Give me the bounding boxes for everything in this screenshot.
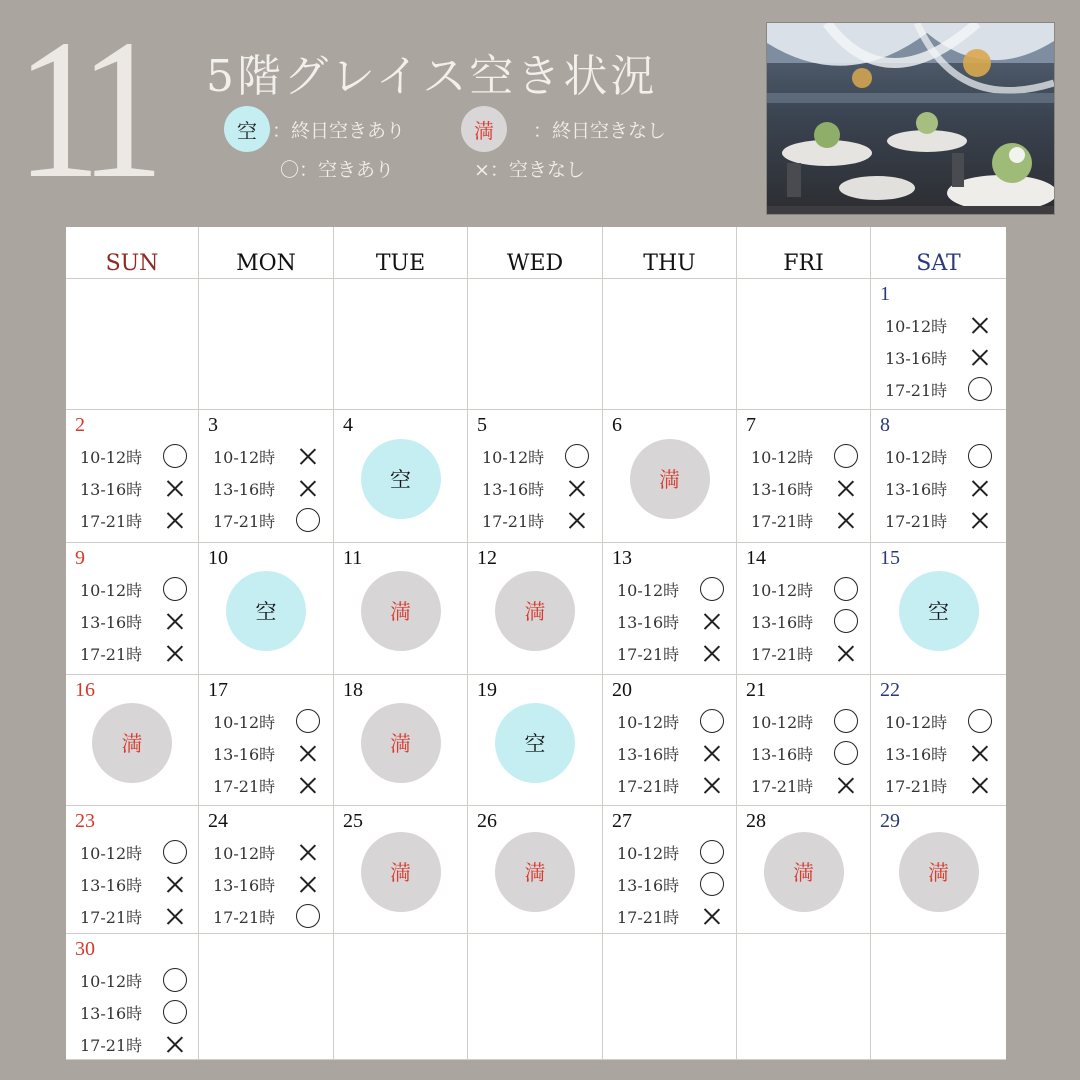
time-slot	[80, 996, 190, 1028]
time-slot	[80, 1028, 190, 1060]
available-circle-icon	[295, 507, 321, 533]
unavailable-cross-icon	[967, 312, 993, 338]
day-cell	[199, 675, 334, 806]
closed-legend-text: ×：空きなし	[474, 159, 585, 181]
unavailable-cross-icon	[564, 507, 590, 533]
day-number: 27	[612, 810, 632, 832]
time-slot-label: 17-21時	[80, 907, 143, 927]
empty-day-cell	[334, 934, 468, 1060]
empty-day-cell	[737, 934, 871, 1060]
day-cell	[737, 543, 871, 675]
time-slot-label: 10-12時	[617, 843, 680, 863]
day-number: 11	[343, 547, 363, 569]
time-slot-label: 17-21時	[885, 776, 948, 796]
day-number: 6	[612, 414, 622, 436]
time-slot	[80, 504, 190, 536]
unavailable-cross-icon	[295, 443, 321, 469]
time-slot	[885, 769, 995, 801]
time-slot	[213, 836, 323, 868]
time-slot	[885, 705, 995, 737]
time-slot-label: 10-12時	[80, 843, 143, 863]
time-slot-label: 17-21時	[80, 511, 143, 531]
time-slot-list	[213, 440, 323, 536]
time-slot-list	[885, 705, 995, 801]
time-slot-label: 17-21時	[80, 1035, 143, 1055]
unavailable-cross-icon	[967, 740, 993, 766]
time-slot-list	[482, 440, 592, 536]
time-slot	[80, 868, 190, 900]
available-circle-icon	[162, 576, 188, 602]
empty-day-cell	[603, 934, 737, 1060]
time-slot	[617, 573, 727, 605]
unavailable-cross-icon	[699, 640, 725, 666]
free-legend-badge: 空	[224, 106, 270, 152]
time-slot	[885, 373, 995, 405]
time-slot	[213, 472, 323, 504]
time-slot-label: 13-16時	[751, 744, 814, 764]
available-circle-icon	[967, 376, 993, 402]
day-number: 5	[477, 414, 487, 436]
time-slot-label: 17-21時	[80, 644, 143, 664]
day-cell	[468, 543, 603, 675]
time-slot	[213, 737, 323, 769]
time-slot	[751, 440, 861, 472]
day-number: 1	[880, 283, 890, 305]
unavailable-cross-icon	[162, 871, 188, 897]
time-slot-list	[213, 836, 323, 932]
time-slot-list	[751, 705, 861, 801]
time-slot-label: 17-21時	[213, 776, 276, 796]
time-slot-label: 17-21時	[482, 511, 545, 531]
time-slot-label: 17-21時	[751, 644, 814, 664]
day-cell	[871, 675, 1006, 806]
time-slot	[751, 737, 861, 769]
day-cell	[871, 410, 1006, 543]
time-slot	[617, 705, 727, 737]
time-slot-list	[885, 440, 995, 536]
day-number: 9	[75, 547, 85, 569]
time-slot	[885, 504, 995, 536]
weekday-header-sat: SAT	[871, 227, 1006, 279]
banquet-hall-image	[767, 23, 1054, 214]
time-slot	[885, 472, 995, 504]
time-slot-label: 13-16時	[617, 744, 680, 764]
day-number: 3	[208, 414, 218, 436]
unavailable-cross-icon	[162, 507, 188, 533]
time-slot	[482, 440, 592, 472]
open-legend-text: 〇：空きあり	[280, 159, 395, 181]
time-slot-label: 10-12時	[751, 580, 814, 600]
available-circle-icon	[967, 708, 993, 734]
empty-day-cell	[66, 279, 199, 410]
time-slot-label: 17-21時	[751, 511, 814, 531]
time-slot-label: 13-16時	[80, 1003, 143, 1023]
time-slot-label: 13-16時	[80, 479, 143, 499]
all-day-full-badge: 満	[899, 832, 979, 912]
time-slot-label: 17-21時	[885, 380, 948, 400]
time-slot	[80, 964, 190, 996]
time-slot	[213, 705, 323, 737]
time-slot	[617, 737, 727, 769]
time-slot-label: 13-16時	[80, 612, 143, 632]
full-legend-badge: 満	[461, 106, 507, 152]
day-number: 26	[477, 810, 497, 832]
day-cell	[737, 806, 871, 934]
weekday-header-wed: WED	[468, 227, 603, 279]
unavailable-cross-icon	[967, 772, 993, 798]
time-slot-label: 13-16時	[213, 479, 276, 499]
all-day-full-badge: 満	[92, 703, 172, 783]
time-slot	[213, 504, 323, 536]
day-cell	[468, 675, 603, 806]
time-slot-list	[617, 573, 727, 669]
day-cell	[334, 543, 468, 675]
time-slot-label: 10-12時	[80, 580, 143, 600]
day-cell	[468, 806, 603, 934]
day-number: 13	[612, 547, 632, 569]
day-cell	[334, 410, 468, 543]
unavailable-cross-icon	[564, 475, 590, 501]
time-slot-label: 17-21時	[885, 511, 948, 531]
time-slot-list	[80, 964, 190, 1060]
day-cell	[334, 806, 468, 934]
time-slot	[80, 605, 190, 637]
time-slot	[617, 868, 727, 900]
time-slot-label: 17-21時	[617, 644, 680, 664]
day-cell	[199, 543, 334, 675]
day-cell	[66, 934, 199, 1060]
available-circle-icon	[162, 999, 188, 1025]
empty-day-cell	[468, 934, 603, 1060]
day-number: 29	[880, 810, 900, 832]
time-slot	[213, 440, 323, 472]
day-number: 21	[746, 679, 766, 701]
time-slot-label: 10-12時	[80, 971, 143, 991]
time-slot	[80, 440, 190, 472]
time-slot-label: 10-12時	[80, 447, 143, 467]
day-number: 2	[75, 414, 85, 436]
day-cell	[603, 675, 737, 806]
day-number: 8	[880, 414, 890, 436]
day-number: 25	[343, 810, 363, 832]
all-day-full-badge: 満	[495, 571, 575, 651]
unavailable-cross-icon	[833, 475, 859, 501]
unavailable-cross-icon	[162, 608, 188, 634]
all-day-free-badge: 空	[495, 703, 575, 783]
time-slot	[80, 836, 190, 868]
unavailable-cross-icon	[699, 772, 725, 798]
time-slot	[617, 900, 727, 932]
weekday-header-sun: SUN	[66, 227, 199, 279]
calendar-grid	[66, 227, 1006, 1060]
day-cell	[871, 543, 1006, 675]
time-slot	[751, 705, 861, 737]
time-slot	[482, 472, 592, 504]
time-slot-label: 13-16時	[617, 875, 680, 895]
time-slot-label: 10-12時	[751, 447, 814, 467]
time-slot	[617, 769, 727, 801]
time-slot	[885, 737, 995, 769]
available-circle-icon	[833, 740, 859, 766]
time-slot-label: 17-21時	[213, 907, 276, 927]
day-number: 15	[880, 547, 900, 569]
available-circle-icon	[699, 871, 725, 897]
available-circle-icon	[699, 576, 725, 602]
unavailable-cross-icon	[295, 772, 321, 798]
day-cell	[66, 675, 199, 806]
time-slot	[751, 769, 861, 801]
day-cell	[737, 410, 871, 543]
day-number: 16	[75, 679, 95, 701]
time-slot	[617, 836, 727, 868]
time-slot-label: 10-12時	[213, 712, 276, 732]
available-circle-icon	[833, 576, 859, 602]
unavailable-cross-icon	[699, 608, 725, 634]
month-number: 11	[16, 0, 150, 220]
day-number: 4	[343, 414, 353, 436]
time-slot-label: 13-16時	[213, 744, 276, 764]
day-cell	[603, 806, 737, 934]
page-title: 5階グレイス空き状況	[206, 51, 658, 102]
all-day-full-badge: 満	[764, 832, 844, 912]
unavailable-cross-icon	[833, 772, 859, 798]
empty-day-cell	[603, 279, 737, 410]
unavailable-cross-icon	[162, 475, 188, 501]
time-slot-list	[751, 573, 861, 669]
time-slot-label: 17-21時	[617, 907, 680, 927]
time-slot	[482, 504, 592, 536]
time-slot-list	[751, 440, 861, 536]
banquet-hall-photo	[766, 22, 1055, 215]
time-slot-list	[885, 309, 995, 405]
available-circle-icon	[162, 967, 188, 993]
day-cell	[468, 410, 603, 543]
time-slot	[751, 637, 861, 669]
time-slot-label: 13-16時	[751, 612, 814, 632]
unavailable-cross-icon	[162, 1031, 188, 1057]
time-slot-label: 10-12時	[213, 843, 276, 863]
time-slot-label: 17-21時	[751, 776, 814, 796]
time-slot-label: 13-16時	[885, 348, 948, 368]
available-circle-icon	[162, 443, 188, 469]
time-slot	[751, 472, 861, 504]
day-number: 14	[746, 547, 766, 569]
time-slot-label: 10-12時	[885, 447, 948, 467]
time-slot-list	[80, 836, 190, 932]
day-cell	[334, 675, 468, 806]
time-slot-label: 13-16時	[213, 875, 276, 895]
time-slot	[213, 868, 323, 900]
time-slot	[617, 605, 727, 637]
day-number: 22	[880, 679, 900, 701]
time-slot	[80, 573, 190, 605]
day-cell	[603, 410, 737, 543]
time-slot	[751, 605, 861, 637]
day-number: 7	[746, 414, 756, 436]
available-circle-icon	[699, 839, 725, 865]
unavailable-cross-icon	[295, 740, 321, 766]
unavailable-cross-icon	[967, 475, 993, 501]
time-slot-label: 10-12時	[617, 580, 680, 600]
time-slot-label: 13-16時	[482, 479, 545, 499]
unavailable-cross-icon	[295, 475, 321, 501]
time-slot	[80, 900, 190, 932]
time-slot-label: 10-12時	[213, 447, 276, 467]
day-cell	[871, 806, 1006, 934]
time-slot-label: 17-21時	[617, 776, 680, 796]
available-circle-icon	[564, 443, 590, 469]
available-circle-icon	[967, 443, 993, 469]
available-circle-icon	[699, 708, 725, 734]
day-number: 19	[477, 679, 497, 701]
weekday-header-mon: MON	[199, 227, 334, 279]
time-slot-list	[213, 705, 323, 801]
time-slot-label: 13-16時	[885, 744, 948, 764]
time-slot	[617, 637, 727, 669]
weekday-header-thu: THU	[603, 227, 737, 279]
free-legend-text: ：終日空きあり	[272, 120, 406, 142]
day-cell	[66, 806, 199, 934]
time-slot-list	[617, 705, 727, 801]
weekday-header-fri: FRI	[737, 227, 871, 279]
empty-day-cell	[468, 279, 603, 410]
time-slot-label: 10-12時	[885, 712, 948, 732]
all-day-full-badge: 満	[361, 832, 441, 912]
time-slot-label: 10-12時	[751, 712, 814, 732]
time-slot	[213, 900, 323, 932]
empty-day-cell	[334, 279, 468, 410]
time-slot-label: 13-16時	[885, 479, 948, 499]
all-day-full-badge: 満	[630, 439, 710, 519]
time-slot-label: 17-21時	[213, 511, 276, 531]
unavailable-cross-icon	[699, 740, 725, 766]
time-slot	[751, 504, 861, 536]
unavailable-cross-icon	[162, 640, 188, 666]
time-slot-label: 13-16時	[617, 612, 680, 632]
day-number: 23	[75, 810, 95, 832]
available-circle-icon	[833, 608, 859, 634]
day-cell	[603, 543, 737, 675]
time-slot	[80, 637, 190, 669]
day-number: 18	[343, 679, 363, 701]
day-number: 17	[208, 679, 228, 701]
time-slot-label: 13-16時	[751, 479, 814, 499]
unavailable-cross-icon	[295, 871, 321, 897]
day-cell	[199, 410, 334, 543]
time-slot-label: 10-12時	[482, 447, 545, 467]
available-circle-icon	[295, 708, 321, 734]
time-slot-label: 10-12時	[617, 712, 680, 732]
day-number: 30	[75, 938, 95, 960]
day-number: 24	[208, 810, 228, 832]
day-cell	[737, 675, 871, 806]
all-day-full-badge: 満	[361, 571, 441, 651]
time-slot-label: 10-12時	[885, 316, 948, 336]
time-slot	[885, 341, 995, 373]
time-slot	[885, 440, 995, 472]
time-slot-list	[617, 836, 727, 932]
all-day-free-badge: 空	[361, 439, 441, 519]
unavailable-cross-icon	[699, 903, 725, 929]
empty-day-cell	[199, 279, 334, 410]
time-slot	[885, 309, 995, 341]
empty-day-cell	[199, 934, 334, 1060]
weekday-header-tue: TUE	[334, 227, 468, 279]
all-day-free-badge: 空	[226, 571, 306, 651]
available-circle-icon	[833, 708, 859, 734]
available-circle-icon	[162, 839, 188, 865]
time-slot-label: 13-16時	[80, 875, 143, 895]
full-legend-text: ：終日空きなし	[533, 120, 667, 142]
time-slot	[80, 472, 190, 504]
day-cell	[66, 543, 199, 675]
day-cell	[199, 806, 334, 934]
unavailable-cross-icon	[162, 903, 188, 929]
day-number: 20	[612, 679, 632, 701]
time-slot	[751, 573, 861, 605]
empty-day-cell	[737, 279, 871, 410]
unavailable-cross-icon	[833, 640, 859, 666]
time-slot	[213, 769, 323, 801]
unavailable-cross-icon	[833, 507, 859, 533]
day-cell	[871, 279, 1006, 410]
day-number: 10	[208, 547, 228, 569]
day-cell	[66, 410, 199, 543]
time-slot-list	[80, 440, 190, 536]
available-circle-icon	[833, 443, 859, 469]
empty-day-cell	[871, 934, 1006, 1060]
unavailable-cross-icon	[967, 507, 993, 533]
day-number: 28	[746, 810, 766, 832]
time-slot-list	[80, 573, 190, 669]
all-day-full-badge: 満	[495, 832, 575, 912]
unavailable-cross-icon	[967, 344, 993, 370]
available-circle-icon	[295, 903, 321, 929]
all-day-full-badge: 満	[361, 703, 441, 783]
all-day-free-badge: 空	[899, 571, 979, 651]
unavailable-cross-icon	[295, 839, 321, 865]
day-number: 12	[477, 547, 497, 569]
